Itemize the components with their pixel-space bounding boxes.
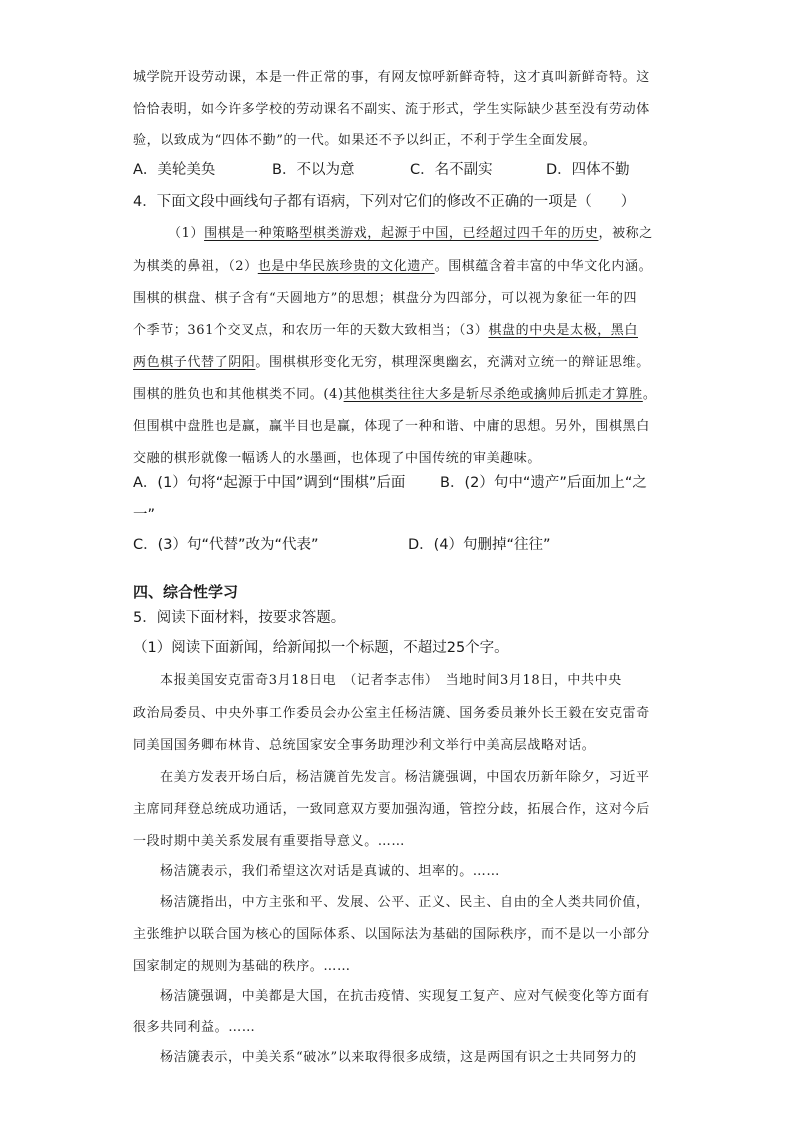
- q4-option-c[interactable]: C．(3）句“代替”改为“代表”: [133, 537, 319, 553]
- passage-text: 围棋的胜负也和其他棋类不同。(4): [133, 387, 344, 402]
- q4-passage-line-2: [133, 257, 652, 277]
- q3-passage-line: 验，以致成为“四体不勤”的一代。如果还不予以纠正，不利于学生全面发展。: [133, 133, 597, 148]
- q3-option-c[interactable]: C．名不副实: [410, 162, 493, 178]
- news-line: 政治局委员、中央外事工作委员会办公室主任杨洁篪、国务委员兼外长王毅在安克雷奇: [133, 706, 650, 721]
- news-line: 主张维护以联合国为核心的国际体系、以国际法为基础的国际秩序，而不是以一小部分: [133, 927, 650, 942]
- q3-passage-line: 恰恰表明，如今许多学校的劳动课名不副实、流于形式，学生实际缺少甚至没有劳动体: [133, 102, 650, 117]
- news-line: 同美国国务卿布林肯、总统国家安全事务助理沙利文举行中美高层战略对话。: [133, 738, 596, 753]
- sentence-marker: （1）: [168, 226, 205, 241]
- news-line: 国家制定的规则为基础的秩序。……: [133, 959, 351, 974]
- q4-option-a[interactable]: A．(1）句将“起源于中国”调到“围棋”后面: [133, 475, 406, 491]
- news-line: 杨洁篪表示，中美关系“破冰”以来取得很多成绩，这是两国有识之士共同努力的: [160, 1050, 637, 1065]
- passage-text: 。: [642, 387, 657, 402]
- q3-option-a[interactable]: A．美轮美奂: [133, 162, 216, 178]
- news-line: 在美方发表开场白后，杨洁篪首先发言。杨洁篪强调，中国农历新年除夕，习近平: [160, 770, 650, 785]
- q3-option-b[interactable]: B．不以为意: [272, 162, 355, 178]
- news-line: 杨洁篪表示，我们希望这次对话是真诚的、坦率的。……: [160, 864, 501, 879]
- underlined-sentence-3: 棋盘的中央是太极，黑白: [488, 323, 638, 338]
- passage-text: 。围棋蕴含着丰富的中华文化内涵。: [434, 259, 653, 274]
- news-line: 很多共同利益。……: [133, 1020, 256, 1035]
- q4-passage-line-1: [168, 224, 653, 244]
- q4-passage-line-8: 交融的棋形就像一幅诱人的水墨画，也体现了中国传统的审美趣味。: [133, 451, 542, 466]
- q4-passage-line-7: 但围棋中盘胜也是赢，赢半目也是赢，体现了一种和谐、中庸的思想。另外，围棋黑白: [133, 419, 650, 434]
- q4-passage-line-4: [133, 321, 638, 341]
- passage-text: 为棋类的鼻祖，（2）: [133, 259, 258, 274]
- passage-text: 个季节；361个交叉点，和农历一年的天数大致相当；（3）: [133, 323, 489, 338]
- passage-text: 。围棋棋形变化无穷，棋理深奥幽玄，充满对立统一的辩证思维。: [255, 355, 650, 370]
- underlined-sentence-1: 围棋是一种策略型棋类游戏，起源于中国，已经超过四千年的历史: [204, 226, 599, 241]
- q4-option-b[interactable]: B．(2）句中“遗产”后面加上“之: [440, 475, 647, 491]
- news-line: 主席同拜登总统成功通话，一致同意双方要加强沟通，管控分歧，拓展合作，这对今后: [133, 802, 650, 817]
- underlined-sentence-3-cont: 两色棋子代替了阴阳: [133, 355, 256, 370]
- q3-option-d[interactable]: D．四体不勤: [546, 162, 630, 178]
- news-line: 杨洁篪指出，中方主张和平、发展、公平、正义、民主、自由的全人类共同价值，: [160, 895, 650, 910]
- passage-text: ，被称之: [598, 226, 653, 241]
- q4-option-d[interactable]: D．(4）句删掉“往往”: [408, 537, 551, 553]
- q5-stem: 5．阅读下面材料，按要求答题。: [133, 610, 346, 626]
- underlined-sentence-2: 也是中华民族珍贵的文化遗产: [257, 259, 435, 274]
- q4-option-b-cont: 一”: [133, 507, 156, 523]
- q4-passage-line-6: [133, 385, 656, 405]
- news-line: 本报美国安克雷奇3月18日电 （记者李志伟） 当地时间3月18日，中共中央: [160, 673, 622, 688]
- q4-passage-line-3: 围棋的棋盘、棋子含有“天圆地方”的思想；棋盘分为四部分，可以视为象征一年的四: [133, 291, 638, 306]
- underlined-sentence-4: 其他棋类往往大多是斩尽杀绝或擒帅后抓走才算胜: [343, 387, 643, 402]
- section-title: 四、综合性学习: [133, 583, 239, 601]
- q3-passage-line: 城学院开设劳动课，本是一件正常的事，有网友惊呼新鲜奇特，这才真叫新鲜奇特。这: [133, 70, 650, 85]
- q5-part-1: （1）阅读下面新闻，给新闻拟一个标题，不超过25个字。: [133, 640, 509, 656]
- news-line: 一段时期中美关系发展有重要指导意义。……: [133, 834, 406, 849]
- news-line: 杨洁篪强调，中美都是大国，在抗击疫情、实现复工复产、应对气候变化等方面有: [160, 989, 650, 1004]
- q4-stem: 4．下面文段中画线句子都有语病，下列对它们的修改不正确的一项是（ ）: [133, 194, 636, 210]
- q4-passage-line-5: [133, 353, 650, 373]
